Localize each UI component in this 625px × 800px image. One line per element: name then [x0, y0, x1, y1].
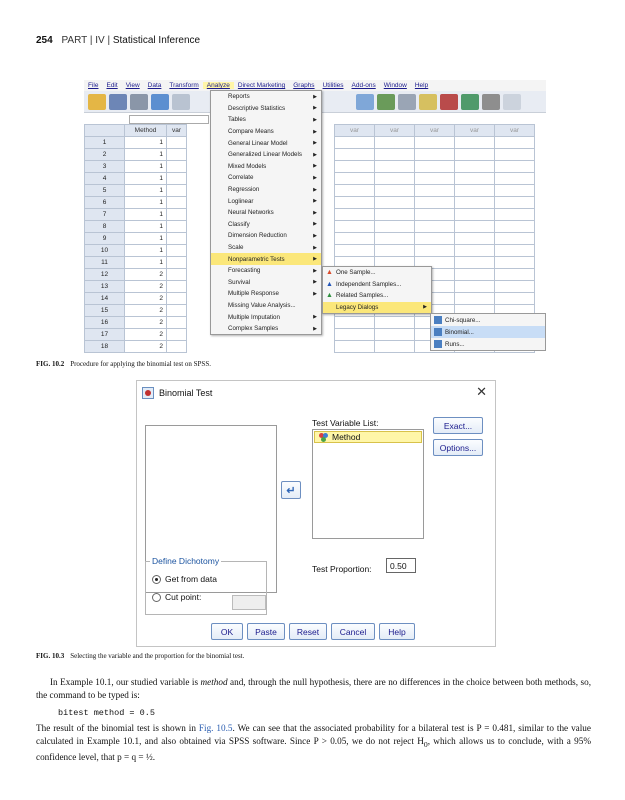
empty-cell[interactable]: [495, 293, 535, 305]
running-header: 254 PART | IV | Statistical Inference: [36, 35, 201, 46]
empty-cell[interactable]: [167, 317, 187, 329]
empty-cell[interactable]: [167, 209, 187, 221]
cell-editor[interactable]: [129, 115, 209, 124]
chart-icon[interactable]: [356, 94, 374, 110]
submenu-arrow-icon: ▶: [313, 140, 317, 147]
method-cell[interactable]: 1: [125, 245, 167, 257]
submenu-arrow-icon: ▶: [313, 232, 317, 239]
menu-item-multiple-imputation[interactable]: Multiple Imputation ▶: [228, 313, 317, 321]
menu-file[interactable]: File: [88, 82, 99, 89]
menu-item-mixed-models[interactable]: Mixed Models ▶: [228, 162, 317, 170]
empty-cell[interactable]: [415, 221, 455, 233]
table-row: [335, 233, 535, 245]
table-row: [85, 161, 187, 173]
empty-cell[interactable]: [375, 137, 415, 149]
method-cell[interactable]: 2: [125, 281, 167, 293]
define-dichotomy-group: [145, 556, 267, 615]
menu-item-neural-networks[interactable]: Neural Networks ▶: [228, 209, 317, 217]
empty-cell[interactable]: [455, 137, 495, 149]
legacy-test-icon: [434, 316, 442, 324]
row-number[interactable]: 3: [85, 161, 125, 173]
radio-selected-icon: [152, 575, 161, 584]
empty-cell[interactable]: [335, 221, 375, 233]
split-file-icon[interactable]: [377, 94, 395, 110]
submenu-arrow-icon: ▶: [313, 209, 317, 216]
method-cell[interactable]: 2: [125, 293, 167, 305]
figure-caption-10-3: FIG. 10.3 Selecting the variable and the proportion for the binomial test.: [36, 652, 245, 660]
row-number[interactable]: 17: [85, 329, 125, 341]
method-cell[interactable]: 1: [125, 257, 167, 269]
menu-item-correlate[interactable]: Correlate ▶: [228, 174, 317, 182]
empty-cell[interactable]: [335, 317, 375, 329]
empty-cell[interactable]: [167, 281, 187, 293]
empty-cell[interactable]: [335, 197, 375, 209]
menu-item-one-sample[interactable]: ▲ One Sample...: [326, 269, 376, 277]
dialog-title-bar: [142, 387, 212, 399]
submenu-arrow-icon: ▶: [313, 325, 317, 332]
empty-cell[interactable]: [335, 233, 375, 245]
binomial-dialog-icon: [142, 387, 154, 399]
row-number[interactable]: 6: [85, 197, 125, 209]
empty-cell[interactable]: [495, 137, 535, 149]
empty-cell[interactable]: [167, 269, 187, 281]
method-cell[interactable]: 1: [125, 161, 167, 173]
table-row: [85, 293, 187, 305]
menu-analyze[interactable]: Analyze: [203, 82, 234, 89]
table-row: [335, 137, 535, 149]
empty-cell[interactable]: [335, 185, 375, 197]
value-labels-icon[interactable]: [440, 94, 458, 110]
empty-cell[interactable]: [375, 209, 415, 221]
empty-cell[interactable]: [455, 209, 495, 221]
empty-cell[interactable]: [495, 173, 535, 185]
empty-cell[interactable]: [167, 245, 187, 257]
menu-edit[interactable]: Edit: [106, 82, 118, 89]
table-row: [85, 149, 187, 161]
use-sets-icon[interactable]: [461, 94, 479, 110]
test-proportion-input[interactable]: 0.50: [386, 558, 416, 573]
column-header-var[interactable]: var: [167, 125, 187, 137]
arrow-left-icon: ↵: [286, 484, 296, 497]
column-header-var[interactable]: var: [335, 125, 375, 137]
menu-item-legacy-dialogs[interactable]: Legacy Dialogs ▶: [323, 302, 431, 314]
paragraph-2: The result of the binomial test is shown in Fig. 10.5. We can see that the associated probability for a bilateral test is P = 0.481, similar to the value calculated in Example 10.1, and also obtained via SPSS software. Since P > 0.05, we do not reject $H_0$, which allows us to conclude, with a 95% confidence level, that p = q = ½.: [36, 723, 591, 762]
empty-cell[interactable]: [495, 257, 535, 269]
menu-item-dimension-reduction[interactable]: Dimension Reduction ▶: [228, 232, 317, 240]
empty-cell[interactable]: [335, 341, 375, 353]
method-cell[interactable]: 1: [125, 149, 167, 161]
reset-button[interactable]: Reset: [289, 623, 327, 640]
empty-cell[interactable]: [167, 293, 187, 305]
row-header-corner: [85, 125, 125, 137]
move-variable-button[interactable]: [281, 481, 301, 499]
row-number[interactable]: 16: [85, 317, 125, 329]
define-dichotomy-label: Define Dichotomy: [152, 556, 220, 566]
menu-item-missing-value-analysis[interactable]: Missing Value Analysis...: [228, 301, 296, 309]
page-number: 254: [36, 35, 53, 46]
table-row: [85, 317, 187, 329]
table-row: [85, 221, 187, 233]
menu-item-runs[interactable]: Runs...: [431, 338, 545, 350]
empty-cell[interactable]: [167, 329, 187, 341]
close-icon[interactable]: ✕: [476, 384, 487, 399]
method-cell[interactable]: 2: [125, 329, 167, 341]
empty-cell[interactable]: [167, 173, 187, 185]
method-cell[interactable]: 2: [125, 317, 167, 329]
empty-cell[interactable]: [495, 245, 535, 257]
table-row: [335, 173, 535, 185]
empty-cell[interactable]: [375, 149, 415, 161]
method-cell[interactable]: 1: [125, 185, 167, 197]
menu-item-related-samples[interactable]: ▲ Related Samples...: [326, 292, 389, 300]
empty-cell[interactable]: [375, 317, 415, 329]
column-header-method[interactable]: Method: [125, 125, 167, 137]
menu-item-generalized-linear-models[interactable]: Generalized Linear Models ▶: [228, 151, 317, 159]
menu-item-classify[interactable]: Classify ▶: [228, 220, 317, 228]
table-row: [85, 233, 187, 245]
empty-cell[interactable]: [495, 161, 535, 173]
menu-item-tables[interactable]: Tables ▶: [228, 116, 317, 124]
empty-cell[interactable]: [455, 173, 495, 185]
help-button[interactable]: Help: [379, 623, 415, 640]
menu-item-reports[interactable]: Reports ▶: [228, 93, 317, 101]
row-number[interactable]: 15: [85, 305, 125, 317]
table-row: [85, 281, 187, 293]
exact-button[interactable]: Exact...: [433, 417, 483, 434]
submenu-arrow-icon: ▶: [313, 116, 317, 123]
nonparametric-icon: ▲: [326, 269, 333, 277]
submenu-arrow-icon: ▶: [313, 105, 317, 112]
method-cell[interactable]: 1: [125, 137, 167, 149]
cut-point-radio[interactable]: Cut point:: [152, 592, 201, 602]
empty-cell[interactable]: [455, 185, 495, 197]
table-row: [335, 221, 535, 233]
empty-cell[interactable]: [375, 329, 415, 341]
submenu-arrow-icon: ▶: [313, 151, 317, 158]
part-label: PART: [61, 35, 88, 46]
nonparametric-submenu: [322, 266, 432, 314]
empty-cell[interactable]: [455, 233, 495, 245]
radio-unselected-icon: [152, 593, 161, 602]
dialog-recall-icon[interactable]: [151, 94, 169, 110]
empty-cell[interactable]: [375, 161, 415, 173]
figure-link[interactable]: Fig. 10.5: [198, 723, 233, 733]
submenu-arrow-icon: ▶: [313, 290, 317, 297]
empty-cell[interactable]: [167, 221, 187, 233]
empty-cell[interactable]: [495, 269, 535, 281]
empty-cell[interactable]: [495, 281, 535, 293]
empty-cell[interactable]: [455, 257, 495, 269]
empty-cell[interactable]: [495, 149, 535, 161]
empty-cell[interactable]: [455, 221, 495, 233]
paragraph-1: In Example 10.1, our studied variable is method and, through the null hypothesis, there are no differences in the choice between both methods, so, the command to be typed is:: [36, 677, 591, 700]
submenu-arrow-icon: ▶: [423, 304, 427, 311]
empty-cell[interactable]: [335, 137, 375, 149]
spell-check-icon[interactable]: [503, 94, 521, 110]
method-cell[interactable]: 2: [125, 305, 167, 317]
menu-utilities[interactable]: Utilities: [322, 82, 344, 89]
submenu-arrow-icon: ▶: [313, 221, 317, 228]
empty-cell[interactable]: [167, 341, 187, 353]
row-number[interactable]: 13: [85, 281, 125, 293]
empty-cell[interactable]: [335, 161, 375, 173]
column-header-var[interactable]: var: [415, 125, 455, 137]
paste-button[interactable]: Paste: [247, 623, 285, 640]
weight-cases-icon[interactable]: [398, 94, 416, 110]
empty-cell[interactable]: [455, 281, 495, 293]
menu-item-regression[interactable]: Regression ▶: [228, 186, 317, 194]
empty-cell[interactable]: [167, 257, 187, 269]
ok-button[interactable]: OK: [211, 623, 243, 640]
list-item-method[interactable]: Method: [314, 431, 422, 443]
menu-help[interactable]: Help: [414, 82, 429, 89]
data-grid-left: [84, 124, 187, 353]
table-row: [85, 173, 187, 185]
empty-cell[interactable]: [495, 233, 535, 245]
row-number[interactable]: 18: [85, 341, 125, 353]
test-proportion-label: Test Proportion:: [312, 564, 372, 574]
menu-direct-marketing[interactable]: Direct Marketing: [237, 82, 286, 89]
table-row: [85, 341, 187, 353]
row-number[interactable]: 4: [85, 173, 125, 185]
empty-cell[interactable]: [455, 161, 495, 173]
empty-cell[interactable]: [495, 185, 535, 197]
empty-cell[interactable]: [167, 233, 187, 245]
submenu-arrow-icon: ▶: [313, 279, 317, 286]
submenu-arrow-icon: ▶: [313, 186, 317, 193]
menu-item-forecasting[interactable]: Forecasting ▶: [228, 267, 317, 275]
submenu-arrow-icon: ▶: [313, 314, 317, 321]
empty-cell[interactable]: [415, 245, 455, 257]
analyze-menu: [210, 90, 322, 335]
cut-point-input[interactable]: [232, 595, 266, 610]
column-header-var[interactable]: var: [495, 125, 535, 137]
menu-item-independent-samples[interactable]: ▲ Independent Samples...: [326, 280, 402, 288]
empty-cell[interactable]: [375, 173, 415, 185]
legacy-test-icon: [434, 328, 442, 336]
row-number[interactable]: 2: [85, 149, 125, 161]
menu-window[interactable]: Window: [383, 82, 407, 89]
empty-cell[interactable]: [335, 245, 375, 257]
empty-cell[interactable]: [375, 233, 415, 245]
menu-add-ons[interactable]: Add-ons: [351, 82, 376, 89]
legacy-test-icon: [434, 340, 442, 348]
empty-cell[interactable]: [375, 185, 415, 197]
empty-cell[interactable]: [455, 197, 495, 209]
method-cell[interactable]: 2: [125, 341, 167, 353]
menu-item-survival[interactable]: Survival ▶: [228, 278, 317, 286]
cancel-button[interactable]: Cancel: [331, 623, 375, 640]
row-number[interactable]: 12: [85, 269, 125, 281]
empty-cell[interactable]: [455, 245, 495, 257]
table-row: [85, 137, 187, 149]
get-from-data-radio[interactable]: Get from data: [152, 574, 217, 584]
empty-cell[interactable]: [415, 149, 455, 161]
method-cell[interactable]: 1: [125, 233, 167, 245]
method-cell[interactable]: 2: [125, 269, 167, 281]
table-row: [335, 245, 535, 257]
nonparametric-icon: ▲: [326, 280, 333, 288]
row-number[interactable]: 9: [85, 233, 125, 245]
menu-item-scale[interactable]: Scale ▶: [228, 244, 317, 252]
empty-cell[interactable]: [415, 233, 455, 245]
row-number[interactable]: 7: [85, 209, 125, 221]
nonparametric-icon: ▲: [326, 292, 333, 300]
row-number[interactable]: 1: [85, 137, 125, 149]
menu-item-complex-samples[interactable]: Complex Samples ▶: [228, 325, 317, 333]
empty-cell[interactable]: [415, 185, 455, 197]
empty-cell[interactable]: [455, 149, 495, 161]
menu-view[interactable]: View: [125, 82, 140, 89]
submenu-arrow-icon: ▶: [313, 93, 317, 100]
submenu-arrow-icon: ▶: [313, 198, 317, 205]
table-row: [85, 257, 187, 269]
menu-item-descriptive-statistics[interactable]: Descriptive Statistics ▶: [228, 104, 317, 112]
empty-cell[interactable]: [167, 149, 187, 161]
select-cases-icon[interactable]: [419, 94, 437, 110]
empty-cell[interactable]: [335, 329, 375, 341]
table-row: [85, 185, 187, 197]
table-row: [335, 209, 535, 221]
empty-cell[interactable]: [375, 197, 415, 209]
empty-cell[interactable]: [335, 209, 375, 221]
stata-command: bitest method = 0.5: [58, 708, 155, 718]
submenu-arrow-icon: ▶: [313, 244, 317, 251]
menu-item-multiple-response[interactable]: Multiple Response ▶: [228, 290, 317, 298]
row-number[interactable]: 11: [85, 257, 125, 269]
row-number[interactable]: 8: [85, 221, 125, 233]
show-sets-icon[interactable]: [482, 94, 500, 110]
part-number: IV: [95, 35, 105, 46]
table-row: [85, 269, 187, 281]
nominal-variable-icon: [319, 433, 328, 442]
empty-cell[interactable]: [375, 341, 415, 353]
binomial-test-dialog: [136, 380, 496, 647]
table-row: [85, 197, 187, 209]
table-row: [335, 161, 535, 173]
empty-cell[interactable]: [495, 221, 535, 233]
column-header-var[interactable]: var: [375, 125, 415, 137]
dialog-title: Binomial Test: [159, 388, 213, 398]
spss-screenshot: [84, 80, 546, 356]
open-icon[interactable]: [88, 94, 106, 110]
empty-cell[interactable]: [415, 209, 455, 221]
empty-cell[interactable]: [375, 245, 415, 257]
empty-cell[interactable]: [335, 149, 375, 161]
section-title: Statistical Inference: [112, 35, 201, 46]
empty-cell[interactable]: [167, 305, 187, 317]
empty-cell[interactable]: [415, 161, 455, 173]
test-variable-list[interactable]: [312, 429, 424, 539]
save-icon[interactable]: [109, 94, 127, 110]
empty-cell[interactable]: [415, 197, 455, 209]
menu-item-chi-square[interactable]: Chi-square...: [431, 314, 545, 326]
column-header-var[interactable]: var: [455, 125, 495, 137]
method-cell[interactable]: 1: [125, 173, 167, 185]
submenu-arrow-icon: ▶: [313, 128, 317, 135]
table-row: [335, 149, 535, 161]
submenu-arrow-icon: ▶: [313, 174, 317, 181]
menu-item-loglinear[interactable]: Loglinear ▶: [228, 197, 317, 205]
menu-graphs[interactable]: Graphs: [293, 82, 315, 89]
empty-cell[interactable]: [167, 137, 187, 149]
method-cell[interactable]: 1: [125, 197, 167, 209]
empty-cell[interactable]: [455, 293, 495, 305]
empty-cell[interactable]: [335, 173, 375, 185]
empty-cell[interactable]: [415, 173, 455, 185]
submenu-arrow-icon: ▶: [313, 267, 317, 274]
method-cell[interactable]: 1: [125, 221, 167, 233]
row-number[interactable]: 14: [85, 293, 125, 305]
empty-cell[interactable]: [167, 161, 187, 173]
table-row: [85, 329, 187, 341]
method-cell[interactable]: 1: [125, 209, 167, 221]
table-row: [335, 197, 535, 209]
empty-cell[interactable]: [167, 185, 187, 197]
table-row: [335, 185, 535, 197]
undo-icon[interactable]: [172, 94, 190, 110]
empty-cell[interactable]: [415, 137, 455, 149]
submenu-arrow-icon: ▶: [313, 256, 317, 263]
print-icon[interactable]: [130, 94, 148, 110]
menu-item-compare-means[interactable]: Compare Means ▶: [228, 128, 317, 136]
empty-cell[interactable]: [455, 269, 495, 281]
figure-caption-10-2: FIG. 10.2 Procedure for applying the binomial test on SPSS.: [36, 360, 211, 368]
table-row: [85, 305, 187, 317]
menu-data[interactable]: Data: [147, 82, 162, 89]
table-row: [85, 245, 187, 257]
menu-item-nonparametric-tests[interactable]: Nonparametric Tests ▶: [211, 253, 321, 265]
menu-item-binomial[interactable]: Binomial...: [431, 326, 545, 338]
menu-item-general-linear-model[interactable]: General Linear Model ▶: [228, 139, 317, 147]
legacy-dialogs-submenu: [430, 313, 546, 351]
menu-transform[interactable]: Transform: [169, 82, 199, 89]
row-number[interactable]: 10: [85, 245, 125, 257]
empty-cell[interactable]: [495, 209, 535, 221]
table-row: [85, 209, 187, 221]
row-number[interactable]: 5: [85, 185, 125, 197]
empty-cell[interactable]: [167, 197, 187, 209]
options-button[interactable]: Options...: [433, 439, 483, 456]
empty-cell[interactable]: [495, 197, 535, 209]
empty-cell[interactable]: [375, 221, 415, 233]
submenu-arrow-icon: ▶: [313, 163, 317, 170]
test-variable-list-label: Test Variable List:: [312, 418, 379, 428]
